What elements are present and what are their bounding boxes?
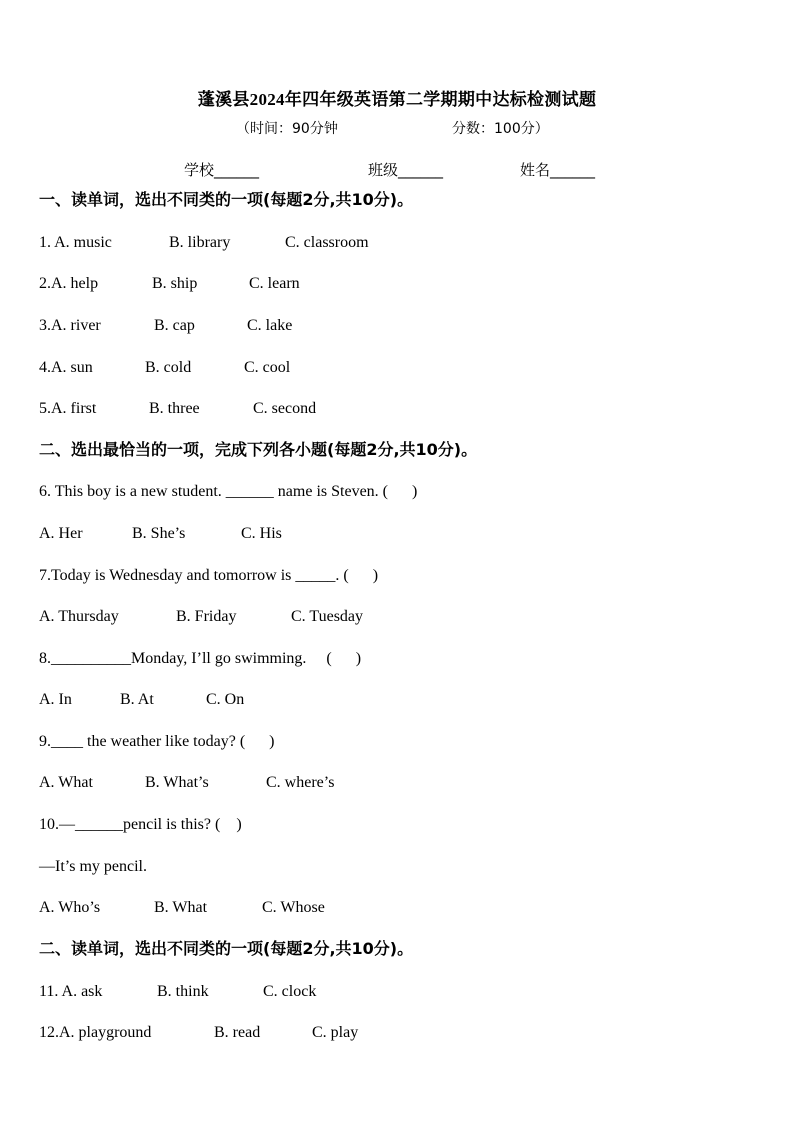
exam-score: 分数：100分） xyxy=(452,121,549,137)
option-a: A. Thursday xyxy=(39,608,119,625)
option-c: C. His xyxy=(241,525,282,542)
option-b: B. cap xyxy=(154,317,195,334)
option-b: B. She’s xyxy=(132,525,186,542)
option-a: 2.A. help xyxy=(39,275,99,292)
option-b: B. cold xyxy=(145,359,192,376)
option-a: A. Her xyxy=(39,525,83,542)
question-7-stem: 7.Today is Wednesday and tomorrow is _____. ( ) xyxy=(39,567,379,584)
option-b: B. What’s xyxy=(145,774,209,791)
option-b: B. read xyxy=(214,1024,261,1041)
option-c: C. Whose xyxy=(262,899,325,916)
name-field: 姓名______ xyxy=(520,161,596,179)
option-a: A. In xyxy=(39,691,72,708)
option-c: C. Tuesday xyxy=(291,608,364,625)
option-b: B. Friday xyxy=(176,608,237,625)
option-b: B. think xyxy=(157,983,209,1000)
option-c: C. cool xyxy=(244,359,291,376)
option-c: C. clock xyxy=(263,983,317,1000)
school-field: 学校______ xyxy=(184,161,260,179)
option-b: B. What xyxy=(154,899,208,916)
question-12 xyxy=(39,1023,359,1123)
option-c: C. learn xyxy=(249,275,300,292)
option-b: B. library xyxy=(169,234,231,251)
page-title: 蓬溪县2024年四年级英语第二学期期中达标检测试题 xyxy=(197,90,597,109)
option-b: B. At xyxy=(120,691,154,708)
option-a: 1. A. music xyxy=(39,234,112,251)
option-a: 5.A. first xyxy=(39,400,97,417)
section-heading: 二、选出最恰当的一项，完成下列各小题(每题2分,共10分)。 xyxy=(39,440,478,459)
option-b: B. three xyxy=(149,400,200,417)
option-c: C. classroom xyxy=(285,234,369,251)
class-field: 班级______ xyxy=(368,161,444,179)
question-10-stem: 10.—______pencil is this? ( ) xyxy=(39,816,242,833)
section-heading: 一、读单词，选出不同类的一项(每题2分,共10分)。 xyxy=(39,190,414,209)
question-6-stem: 6. This boy is a new student. ______ name is Steven. ( ) xyxy=(39,483,418,500)
option-c: C. On xyxy=(206,691,245,708)
option-c: C. lake xyxy=(247,317,293,334)
option-b: B. ship xyxy=(152,275,198,292)
section-heading: 二、读单词，选出不同类的一项(每题2分,共10分)。 xyxy=(39,939,414,958)
option-c: C. play xyxy=(312,1024,359,1041)
option-a: A. What xyxy=(39,774,93,791)
option-a: A. Who’s xyxy=(39,899,101,916)
option-a: 4.A. sun xyxy=(39,359,93,376)
option-a: 11. A. ask xyxy=(39,983,103,1000)
option-a: 12.A. playground xyxy=(39,1024,152,1041)
question-8-stem: 8.__________Monday, I’ll go swimming. ( ) xyxy=(39,650,362,667)
question-10-reply: —It’s my pencil. xyxy=(39,858,147,875)
option-c: C. second xyxy=(253,400,317,417)
option-a: 3.A. river xyxy=(39,317,101,334)
option-c: C. where’s xyxy=(266,774,335,791)
question-9-stem: 9.____ the weather like today? ( ) xyxy=(39,733,275,750)
exam-time: （时间：90分钟 xyxy=(236,121,338,137)
